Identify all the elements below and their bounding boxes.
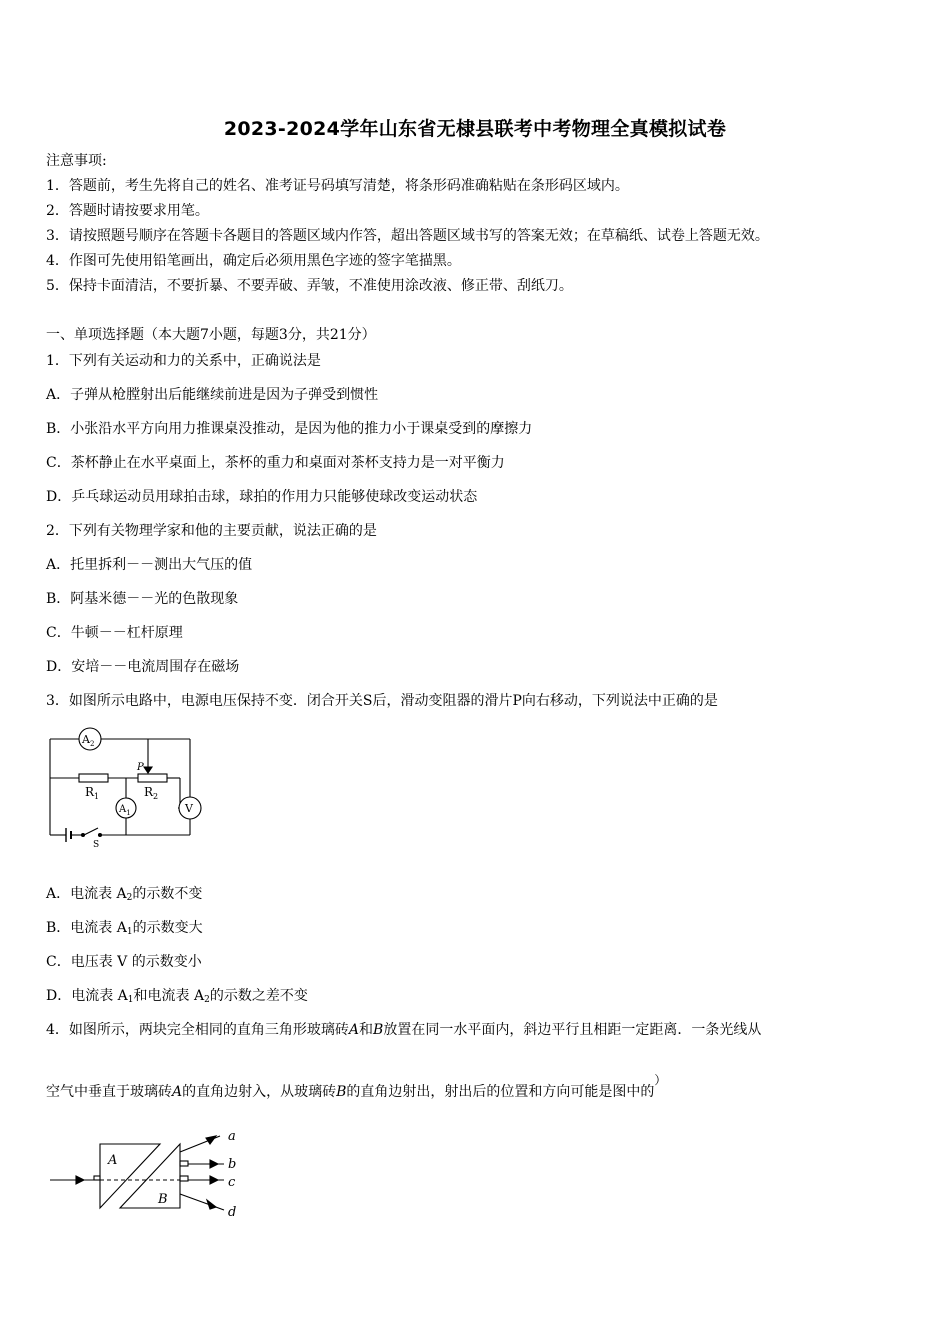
question-1-option-c: C．茶杯静止在水平桌面上，茶杯的重力和桌面对茶杯支持力是一对平衡力: [46, 455, 505, 471]
notice-item: 3．请按照题号顺序在答题卡各题目的答题区域内作答，超出答题区域书写的答案无效；在草稿纸、试卷上答题无效。: [46, 228, 769, 244]
label-a2: $A_2$: [82, 733, 95, 748]
label-v: V: [185, 802, 193, 815]
question-3-option-c: C．电压表 V 的示数变小: [46, 954, 202, 970]
section-heading: 一、单项选择题（本大题7小题，每题3分，共21分）: [46, 327, 376, 343]
prism-diagram: [44, 1124, 254, 1224]
label-r1: $R_1$: [85, 785, 100, 801]
question-1-option-a: A．子弹从枪膛射出后能继续前进是因为子弹受到惯性: [46, 387, 379, 403]
circuit-diagram: [44, 722, 210, 852]
label-ray-d: d: [228, 1205, 237, 1220]
label-p: P: [137, 762, 144, 773]
label-ray-b: b: [228, 1157, 237, 1172]
question-2-option-a: A．托里拆利－－测出大气压的值: [46, 557, 253, 573]
question-1-option-d: D．乒乓球运动员用球拍击球，球拍的作用力只能够使球改变运动状态: [46, 489, 478, 505]
notice-item: 1．答题前，考生先将自己的姓名、准考证号码填写清楚，将条形码准确粘贴在条形码区域内。: [46, 178, 629, 194]
question-3-option-a: A．电流表 $A_2$的示数不变: [46, 886, 203, 903]
label-s: S: [93, 840, 100, 850]
label-r2: $R_2$: [144, 785, 159, 801]
label-a1: $A_1$: [119, 804, 131, 817]
label-block-b: B: [158, 1192, 168, 1207]
glass-block-b: [120, 1144, 180, 1208]
question-4-stem-line1: 4．如图所示，两块完全相同的直角三角形玻璃砖A和B放置在同一水平面内，斜边平行且相距一定距离．一条光线从: [46, 1022, 762, 1038]
question-2-stem: 2．下列有关物理学家和他的主要贡献，说法正确的是: [46, 523, 377, 539]
question-4-stem-line2: 空气中垂直于玻璃砖A的直角边射入，从玻璃砖B的直角边射出，射出后的位置和方向可能是图中的）: [46, 1073, 667, 1100]
question-2-option-b: B．阿基米德－－光的色散现象: [46, 591, 239, 607]
notice-item: 2．答题时请按要求用笔。: [46, 203, 209, 219]
label-block-a: A: [108, 1153, 118, 1168]
question-2-option-c: C．牛顿－－杠杆原理: [46, 625, 183, 641]
question-2-option-d: D．安培－－电流周围存在磁场: [46, 659, 240, 675]
question-1-option-b: B．小张沿水平方向用力推课桌没推动，是因为他的推力小于课桌受到的摩擦力: [46, 421, 533, 437]
notice-item: 5．保持卡面清洁，不要折暴、不要弄破、弄皱，不准使用涂改液、修正带、刮纸刀。: [46, 278, 573, 294]
label-ray-c: c: [228, 1175, 236, 1190]
label-ray-a: a: [228, 1129, 236, 1144]
resistor-r2: [138, 774, 167, 782]
notice-item: 4．作图可先使用铅笔画出，确定后必须用黑色字迹的签字笔描黑。: [46, 253, 461, 269]
question-3-option-b: B．电流表 $A_1$的示数变大: [46, 920, 203, 937]
question-3-option-d: D．电流表 $A_1$和电流表 $A_2$的示数之差不变: [46, 988, 308, 1005]
resistor-r1: [79, 774, 108, 782]
notice-heading: 注意事项:: [46, 153, 107, 169]
question-1-stem: 1．下列有关运动和力的关系中，正确说法是: [46, 353, 321, 369]
question-3-stem: 3．如图所示电路中，电源电压保持不变．闭合开关S后，滑动变阻器的滑片P向右移动，下列说法中正确的是: [46, 693, 718, 709]
page-title: 2023-2024学年山东省无棣县联考中考物理全真模拟试卷: [223, 118, 727, 140]
